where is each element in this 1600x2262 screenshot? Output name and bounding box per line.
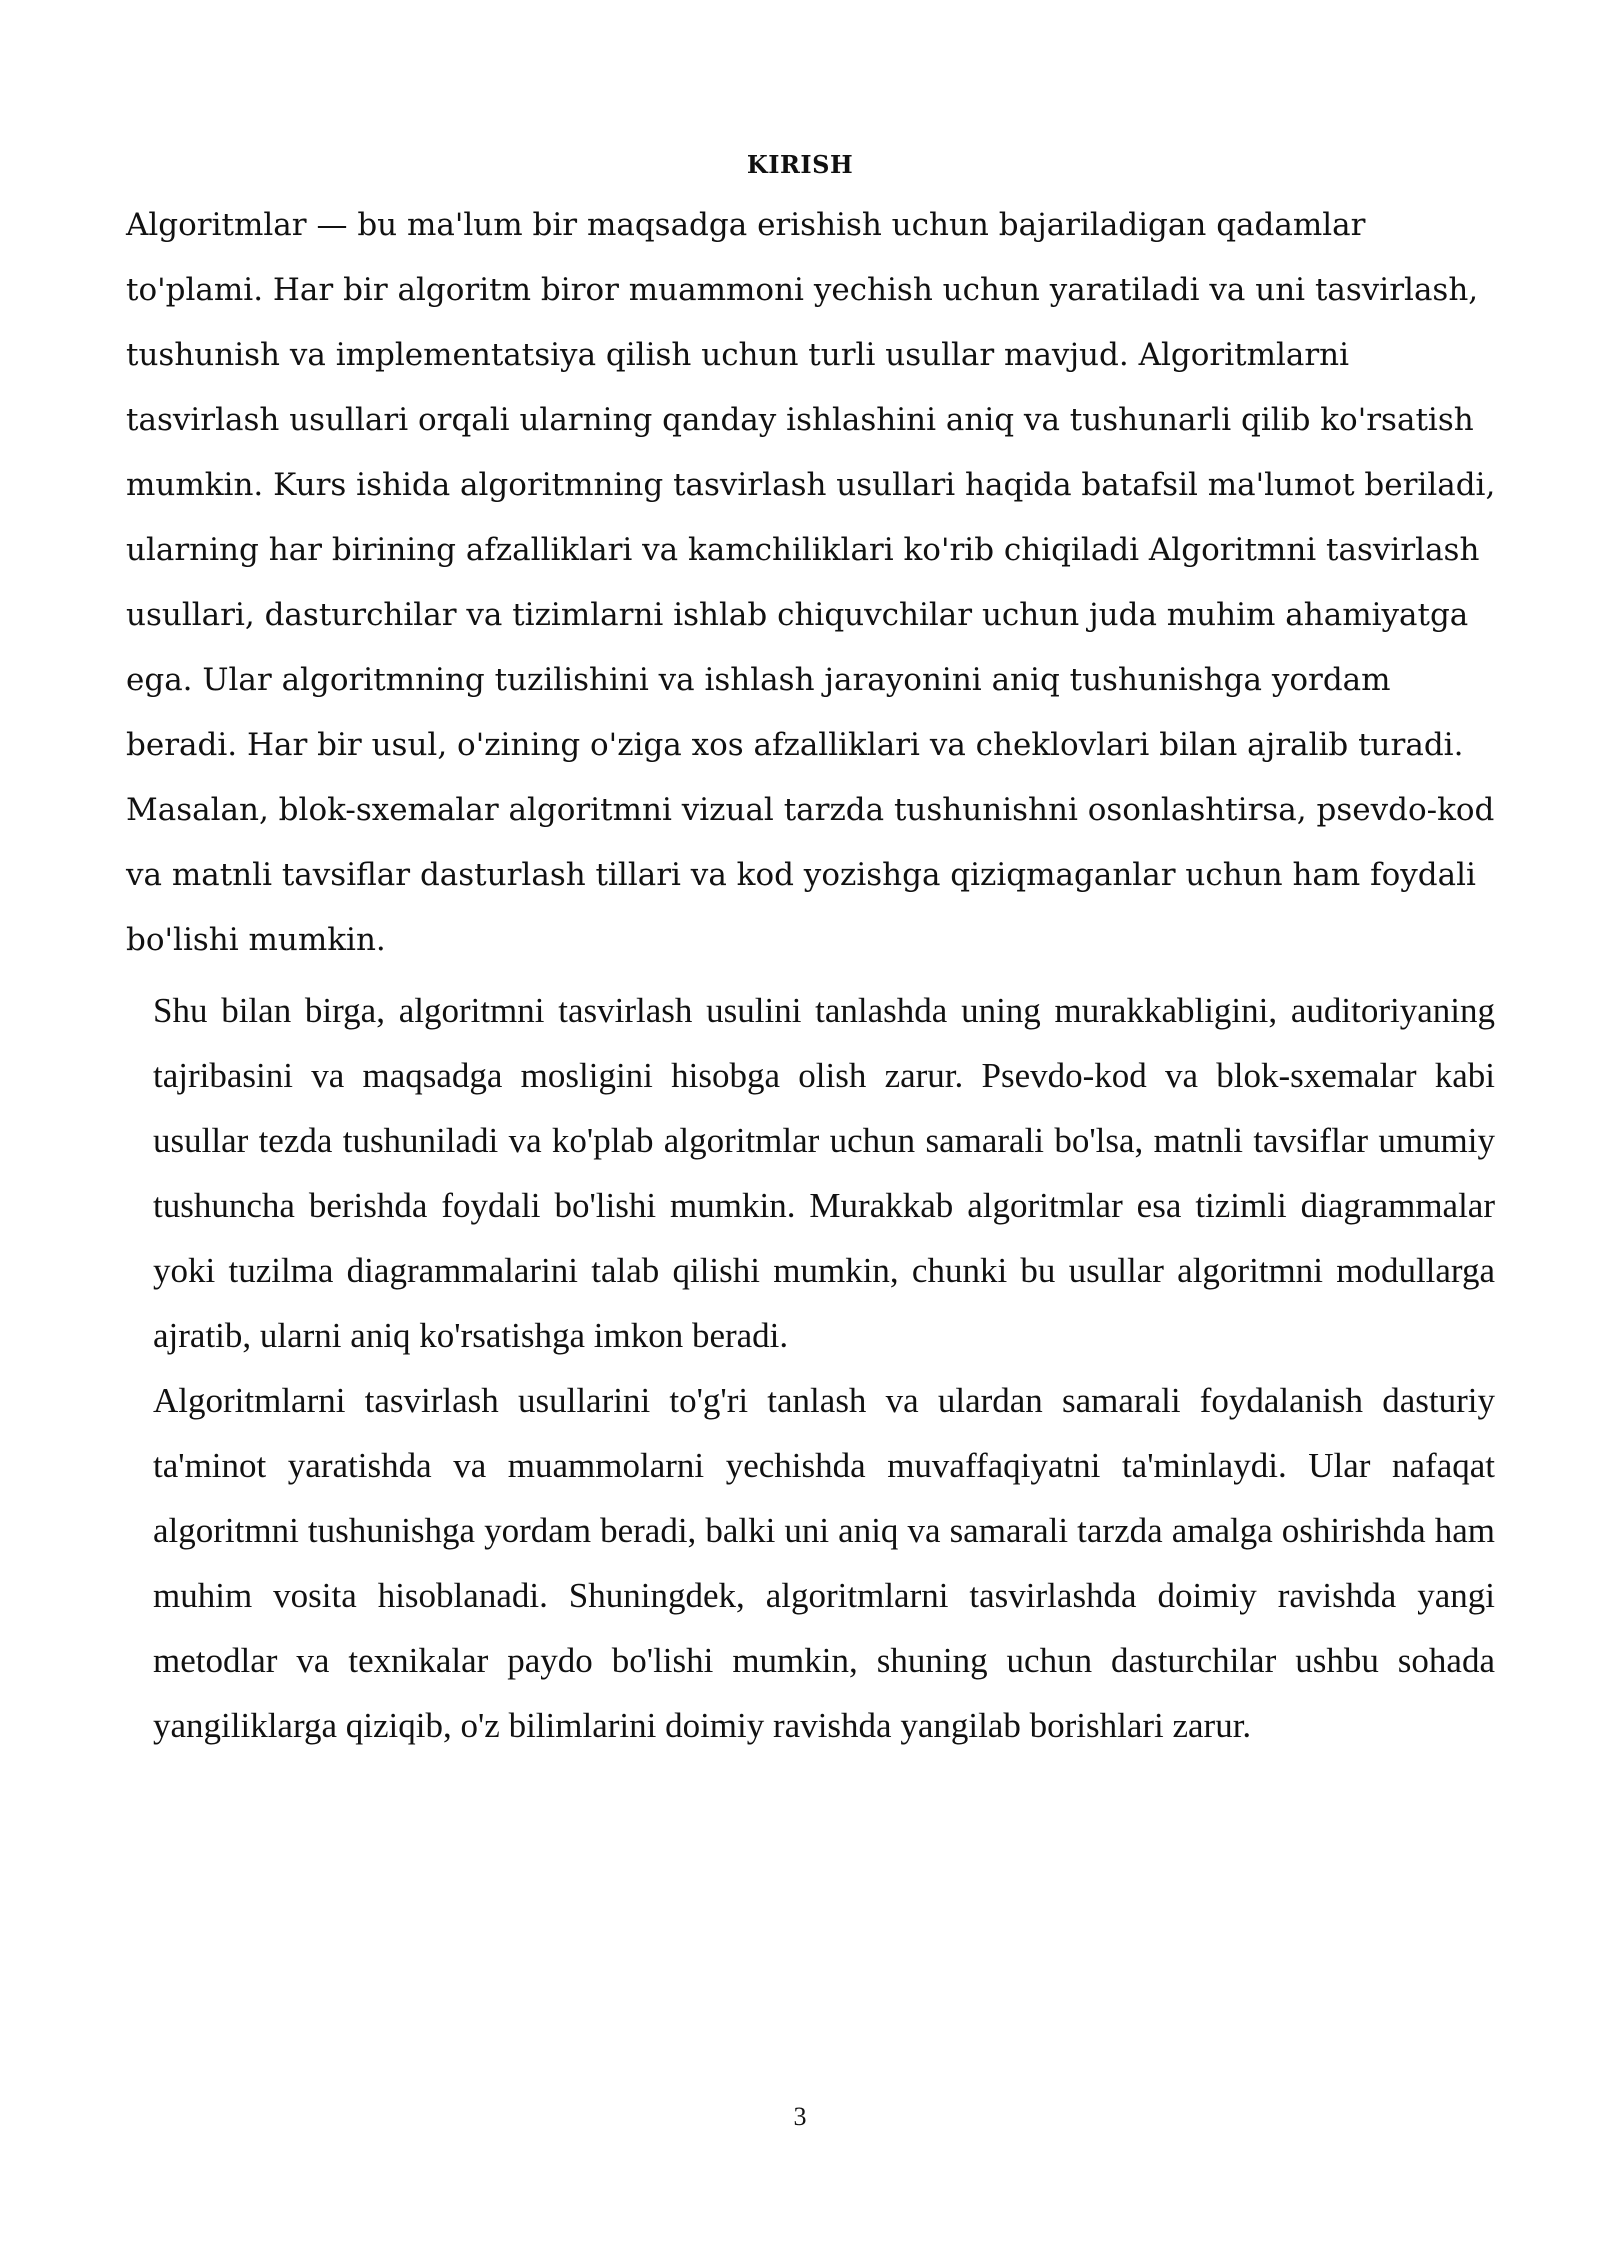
paragraph-third: Algoritmlarni tasvirlash usullarini to'g'ri tanlash va ulardan samarali foydalanish dasturiy ta'minot yaratishda va muammolarni yechishda muvaffaqiyatni ta'minlaydi. Ular nafaqat algoritmni tushunishga yordam beradi, balki uni aniq va samarali tarzda amalga oshirishda ham muhim vosita hisoblanadi. Shuningdek, algoritmlarni tasvirlashda doimiy ravishda yangi metodlar va texnikalar paydo bo'lishi mumkin, shuning uchun dasturchilar ushbu sohada yangiliklarga qiziqib, o'z bilimlarini doimiy ravishda yangilab borishlari zarur. [153, 1381, 1495, 1745]
paragraph-second: Shu bilan birga, algoritmni tasvirlash usulini tanlashda uning murakkabligini, auditoriyaning tajribasini va maqsadga mosligini hisobga olish zarur. Psevdo-kod va blok-sxemalar kabi usullar tezda tushuniladi va ko'plab algoritmlar uchun samarali bo'lsa, matnli tavsiflar umumiy tushuncha berishda foydali bo'lishi mumkin. Murakkab algoritmlar esa tizimli diagrammalar yoki tuzilma diagrammalarini talab qilishi mumkin, chunki bu usullar algoritmni modullarga ajratib, ularni aniq ko'rsatishga imkon beradi. [153, 991, 1495, 1355]
paragraph-intro: Algoritmlar — bu ma'lum bir maqsadga erishish uchun bajariladigan qadamlar to'plami. Har bir algoritm biror muammoni yechish uchun yaratiladi va uni tasvirlash, tushunish va implementatsiya qilish uchun turli usullar mavjud. Algoritmlarni tasvirlash usullari orqali ularning qanday ishlashini aniq va tushunarli qilib ko'rsatish mumkin. Kurs ishida algoritmning tasvirlash usullari haqida batafsil ma'lumot beriladi, ularning har birining afzalliklari va kamchiliklari ko'rib chiqiladi Algoritmni tasvirlash usullari, dasturchilar va tizimlarni ishlab chiquvchilar uchun juda muhim ahamiyatga ega. Ular algoritmning tuzilishini va ishlash jarayonini aniq tushunishga yordam beradi. Har bir usul, o'zining o'ziga xos afzalliklari va cheklovlari bilan ajralib turadi. Masalan, blok-sxemalar algoritmni vizual tarzda tushunishni osonlashtirsa, psevdo-kod va matnli tavsiflar dasturlash tillari va kod yozishga qiziqmaganlar uchun ham foydali bo'lishi mumkin. [126, 207, 1496, 958]
page-number: 3 [793, 2102, 807, 2131]
page-title: KIRISH [746, 150, 854, 179]
